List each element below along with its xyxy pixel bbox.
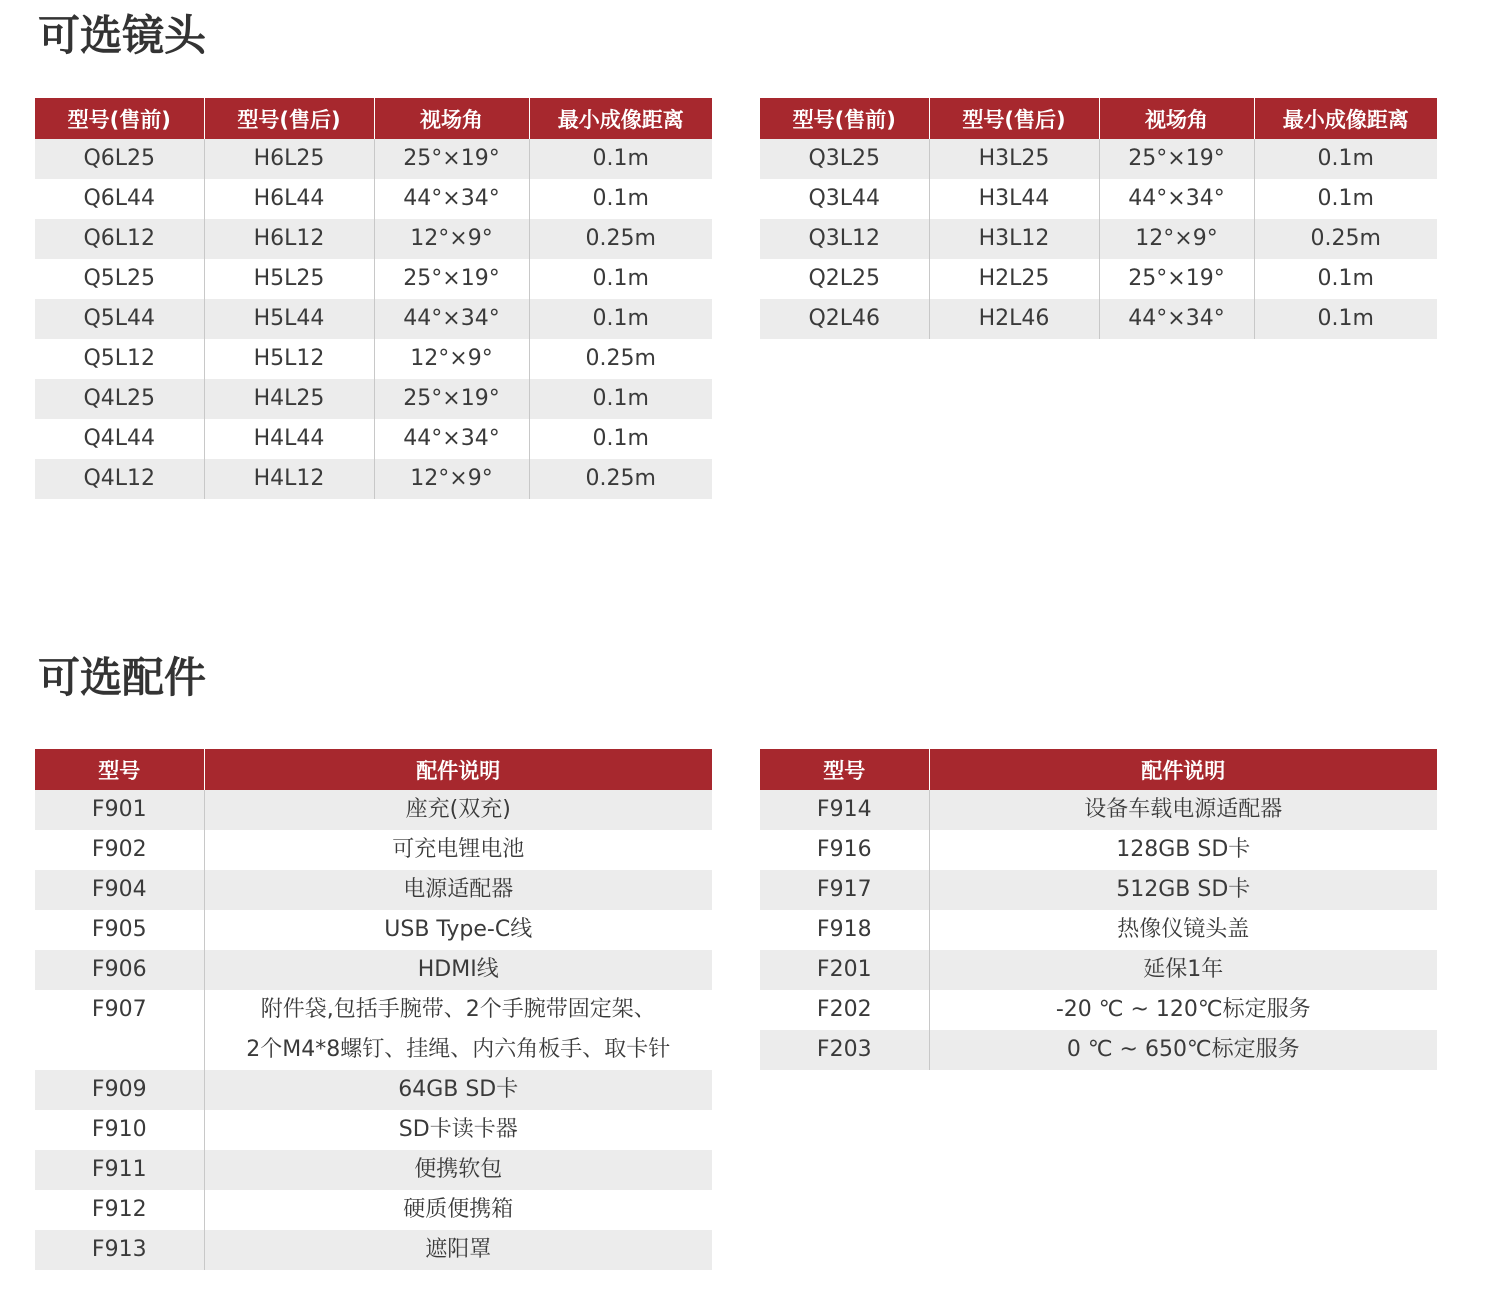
table-row <box>35 419 712 459</box>
cell-model-aftersale: H4L44 <box>204 419 374 459</box>
cell-fov: 12°×9° <box>1099 219 1254 259</box>
cell-model: F201 <box>760 950 929 990</box>
table-row <box>35 950 712 990</box>
cell-model: F906 <box>35 950 204 990</box>
cell-model: F910 <box>35 1110 204 1150</box>
cell-description: 64GB SD卡 <box>204 1070 712 1110</box>
cell-model-presale: Q5L44 <box>35 299 204 339</box>
cell-model: F918 <box>760 910 929 950</box>
cell-model-aftersale: H3L25 <box>929 139 1099 179</box>
accessories-section-title: 可选配件 <box>38 653 207 702</box>
table-row <box>35 1110 712 1150</box>
cell-model-aftersale: H5L44 <box>204 299 374 339</box>
cell-fov: 12°×9° <box>374 459 529 499</box>
cell-fov: 25°×19° <box>1099 139 1254 179</box>
cell-model-presale: Q4L25 <box>35 379 204 419</box>
cell-model-presale: Q2L46 <box>760 299 929 339</box>
cell-min-distance: 0.1m <box>529 179 712 219</box>
table-header-row <box>760 98 1437 139</box>
cell-model-aftersale: H4L25 <box>204 379 374 419</box>
cell-min-distance: 0.1m <box>529 139 712 179</box>
col-header-model: 型号 <box>760 749 929 790</box>
cell-model-presale: Q3L44 <box>760 179 929 219</box>
table-row <box>35 139 712 179</box>
table-row <box>760 139 1437 179</box>
table-row <box>760 950 1437 990</box>
table-row <box>35 910 712 950</box>
lens-table-left <box>35 98 712 499</box>
cell-model-presale: Q4L44 <box>35 419 204 459</box>
cell-description: 0 ℃ ~ 650℃标定服务 <box>929 1030 1437 1070</box>
cell-model: F907 <box>35 990 204 1030</box>
cell-description: 128GB SD卡 <box>929 830 1437 870</box>
cell-fov: 44°×34° <box>1099 179 1254 219</box>
cell-min-distance: 0.1m <box>1254 299 1437 339</box>
col-header-model: 型号 <box>35 749 204 790</box>
cell-min-distance: 0.1m <box>529 299 712 339</box>
cell-model-aftersale: H4L12 <box>204 459 374 499</box>
col-header-description: 配件说明 <box>204 749 712 790</box>
cell-model-presale: Q2L25 <box>760 259 929 299</box>
cell-model: F902 <box>35 830 204 870</box>
table-row <box>35 259 712 299</box>
cell-model-presale: Q6L25 <box>35 139 204 179</box>
col-header-fov: 视场角 <box>374 98 529 139</box>
cell-description: USB Type-C线 <box>204 910 712 950</box>
table-row <box>35 459 712 499</box>
cell-fov: 44°×34° <box>374 419 529 459</box>
cell-model-aftersale: H5L12 <box>204 339 374 379</box>
cell-min-distance: 0.1m <box>1254 259 1437 299</box>
cell-min-distance: 0.1m <box>529 379 712 419</box>
table-row <box>760 219 1437 259</box>
cell-model: F901 <box>35 790 204 830</box>
cell-fov: 25°×19° <box>374 259 529 299</box>
cell-min-distance: 0.1m <box>1254 139 1437 179</box>
cell-model-aftersale: H6L12 <box>204 219 374 259</box>
col-header-model-aftersale: 型号(售后) <box>204 98 374 139</box>
cell-min-distance: 0.1m <box>529 419 712 459</box>
cell-description: -20 ℃ ~ 120℃标定服务 <box>929 990 1437 1030</box>
cell-fov: 44°×34° <box>1099 299 1254 339</box>
cell-description: 遮阳罩 <box>204 1230 712 1270</box>
col-header-model-presale: 型号(售前) <box>760 98 929 139</box>
cell-description: 2个M4*8螺钉、挂绳、内六角板手、取卡针 <box>204 1030 712 1070</box>
table-header-row <box>35 98 712 139</box>
cell-model: F905 <box>35 910 204 950</box>
cell-model: F914 <box>760 790 929 830</box>
cell-model-aftersale: H3L44 <box>929 179 1099 219</box>
table-row <box>760 990 1437 1030</box>
cell-model-aftersale: H2L46 <box>929 299 1099 339</box>
cell-fov: 25°×19° <box>1099 259 1254 299</box>
cell-model-presale: Q4L12 <box>35 459 204 499</box>
table-row <box>35 179 712 219</box>
lens-table-right <box>760 98 1437 339</box>
table-row <box>35 1190 712 1230</box>
table-row <box>760 259 1437 299</box>
cell-model-aftersale: H3L12 <box>929 219 1099 259</box>
cell-model-presale: Q5L25 <box>35 259 204 299</box>
col-header-model-presale: 型号(售前) <box>35 98 204 139</box>
cell-model: F913 <box>35 1230 204 1270</box>
cell-description: 附件袋,包括手腕带、2个手腕带固定架、 <box>204 990 712 1030</box>
cell-fov: 44°×34° <box>374 299 529 339</box>
lens-section-title: 可选镜头 <box>38 11 207 60</box>
cell-model-presale: Q6L12 <box>35 219 204 259</box>
table-row <box>35 219 712 259</box>
cell-min-distance: 0.1m <box>529 259 712 299</box>
cell-model: F912 <box>35 1190 204 1230</box>
cell-model-presale: Q3L12 <box>760 219 929 259</box>
col-header-model-aftersale: 型号(售后) <box>929 98 1099 139</box>
table-row <box>35 299 712 339</box>
cell-description: 硬质便携箱 <box>204 1190 712 1230</box>
cell-fov: 44°×34° <box>374 179 529 219</box>
cell-min-distance: 0.1m <box>1254 179 1437 219</box>
cell-fov: 25°×19° <box>374 379 529 419</box>
table-header-row <box>760 749 1437 790</box>
col-header-description: 配件说明 <box>929 749 1437 790</box>
accessories-table-right <box>760 749 1437 1070</box>
cell-model: F202 <box>760 990 929 1030</box>
table-row <box>35 830 712 870</box>
col-header-min-distance: 最小成像距离 <box>529 98 712 139</box>
cell-model-presale: Q3L25 <box>760 139 929 179</box>
cell-fov: 12°×9° <box>374 219 529 259</box>
table-row <box>35 1070 712 1110</box>
table-row <box>35 870 712 910</box>
cell-model-aftersale: H6L44 <box>204 179 374 219</box>
cell-fov: 25°×19° <box>374 139 529 179</box>
cell-description: 热像仪镜头盖 <box>929 910 1437 950</box>
cell-min-distance: 0.25m <box>1254 219 1437 259</box>
cell-model-presale: Q5L12 <box>35 339 204 379</box>
table-header-row <box>35 749 712 790</box>
table-row <box>760 179 1437 219</box>
cell-min-distance: 0.25m <box>529 459 712 499</box>
cell-description: SD卡读卡器 <box>204 1110 712 1150</box>
cell-description: 便携软包 <box>204 1150 712 1190</box>
cell-min-distance: 0.25m <box>529 339 712 379</box>
cell-model-aftersale: H2L25 <box>929 259 1099 299</box>
cell-description: 可充电锂电池 <box>204 830 712 870</box>
table-row <box>35 339 712 379</box>
cell-description: 电源适配器 <box>204 870 712 910</box>
accessories-table-left <box>35 749 712 1270</box>
table-row <box>35 379 712 419</box>
cell-model: F203 <box>760 1030 929 1070</box>
cell-fov: 12°×9° <box>374 339 529 379</box>
cell-description: 512GB SD卡 <box>929 870 1437 910</box>
table-row <box>760 870 1437 910</box>
cell-model-aftersale: H6L25 <box>204 139 374 179</box>
table-row <box>35 1230 712 1270</box>
table-row <box>760 299 1437 339</box>
cell-model: F911 <box>35 1150 204 1190</box>
cell-model <box>35 1030 204 1070</box>
table-row <box>760 910 1437 950</box>
table-row <box>760 1030 1437 1070</box>
cell-min-distance: 0.25m <box>529 219 712 259</box>
cell-model: F917 <box>760 870 929 910</box>
table-row <box>760 790 1437 830</box>
col-header-fov: 视场角 <box>1099 98 1254 139</box>
cell-model-aftersale: H5L25 <box>204 259 374 299</box>
cell-model-presale: Q6L44 <box>35 179 204 219</box>
cell-description: 设备车载电源适配器 <box>929 790 1437 830</box>
table-row <box>760 830 1437 870</box>
table-row <box>35 990 712 1030</box>
cell-model: F909 <box>35 1070 204 1110</box>
cell-description: 座充(双充) <box>204 790 712 830</box>
cell-model: F916 <box>760 830 929 870</box>
cell-description: HDMI线 <box>204 950 712 990</box>
table-row <box>35 1030 712 1070</box>
table-row <box>35 1150 712 1190</box>
cell-description: 延保1年 <box>929 950 1437 990</box>
table-row <box>35 790 712 830</box>
col-header-min-distance: 最小成像距离 <box>1254 98 1437 139</box>
cell-model: F904 <box>35 870 204 910</box>
